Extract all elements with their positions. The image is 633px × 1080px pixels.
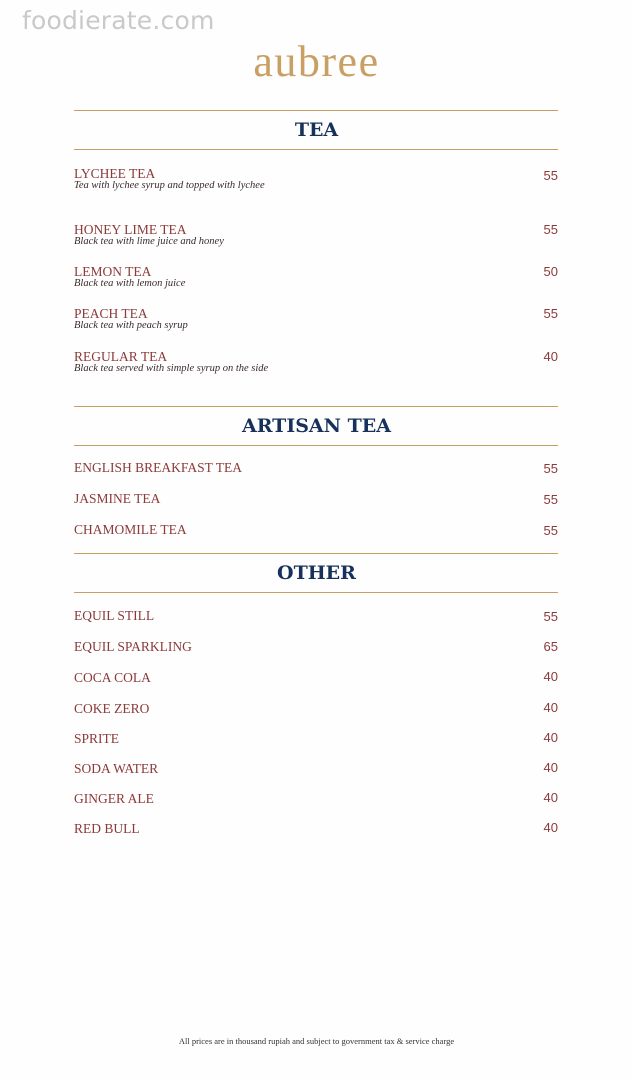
menu-item-price: 55 bbox=[543, 168, 558, 183]
section-title-tea: TEA bbox=[294, 119, 339, 141]
menu-item-price: 65 bbox=[543, 639, 558, 654]
menu-item-price: 40 bbox=[543, 790, 558, 805]
section-rule bbox=[74, 406, 558, 407]
menu-item-name: SODA WATER bbox=[74, 761, 159, 776]
menu-item-name: EQUIL SPARKLING bbox=[74, 639, 192, 654]
footer-note: All prices are in thousand rupiah and subject to government tax & service charge bbox=[178, 1036, 455, 1046]
menu-item-description: Tea with lychee syrup and topped with lychee bbox=[74, 180, 265, 191]
menu-item-name: JASMINE TEA bbox=[74, 491, 161, 506]
menu-item-name: HONEY LIME TEA bbox=[74, 222, 187, 237]
menu-item-name: REGULAR TEA bbox=[74, 349, 168, 364]
menu-item-name: COCA COLA bbox=[74, 670, 151, 685]
menu-item-price: 40 bbox=[543, 730, 558, 745]
menu-item-name: GINGER ALE bbox=[74, 791, 154, 806]
menu-item-price: 55 bbox=[543, 306, 558, 321]
section-title-other: OTHER bbox=[277, 562, 356, 584]
section-rule bbox=[74, 592, 558, 593]
menu-item-name: SPRITE bbox=[74, 731, 120, 746]
menu-item-price: 55 bbox=[543, 609, 558, 624]
menu-item-name: RED BULL bbox=[74, 821, 140, 836]
menu-item-price: 40 bbox=[543, 820, 558, 835]
menu-item-price: 40 bbox=[543, 669, 558, 684]
menu-item-price: 55 bbox=[543, 222, 558, 237]
menu-item-price: 55 bbox=[543, 523, 558, 538]
menu-item-price: 40 bbox=[543, 700, 558, 715]
section-title-artisan-tea: ARTISAN TEA bbox=[241, 415, 392, 437]
menu-item-name: LYCHEE TEA bbox=[74, 166, 156, 181]
menu-item-name: COKE ZERO bbox=[74, 701, 150, 716]
section-rule bbox=[74, 445, 558, 446]
menu-item-name: PEACH TEA bbox=[74, 306, 148, 321]
menu-item-price: 40 bbox=[543, 760, 558, 775]
menu-item-name: CHAMOMILE TEA bbox=[74, 522, 187, 537]
section-rule bbox=[74, 110, 558, 111]
menu-item-price: 50 bbox=[543, 264, 558, 279]
section-rule bbox=[74, 149, 558, 150]
menu-item-price: 55 bbox=[543, 492, 558, 507]
menu-item-description: Black tea served with simple syrup on the side bbox=[74, 363, 269, 374]
menu-item-description: Black tea with lemon juice bbox=[74, 278, 186, 289]
watermark: foodierate.com bbox=[22, 6, 215, 35]
menu-item-name: LEMON TEA bbox=[74, 264, 152, 279]
section-rule bbox=[74, 553, 558, 554]
menu-item-name: ENGLISH BREAKFAST TEA bbox=[74, 460, 243, 475]
menu-item-name: EQUIL STILL bbox=[74, 608, 155, 623]
menu-item-price: 55 bbox=[543, 461, 558, 476]
menu-item-description: Black tea with lime juice and honey bbox=[74, 236, 224, 247]
menu-item-description: Black tea with peach syrup bbox=[74, 320, 188, 331]
logo: aubree bbox=[253, 37, 380, 86]
menu-item-price: 40 bbox=[543, 349, 558, 364]
